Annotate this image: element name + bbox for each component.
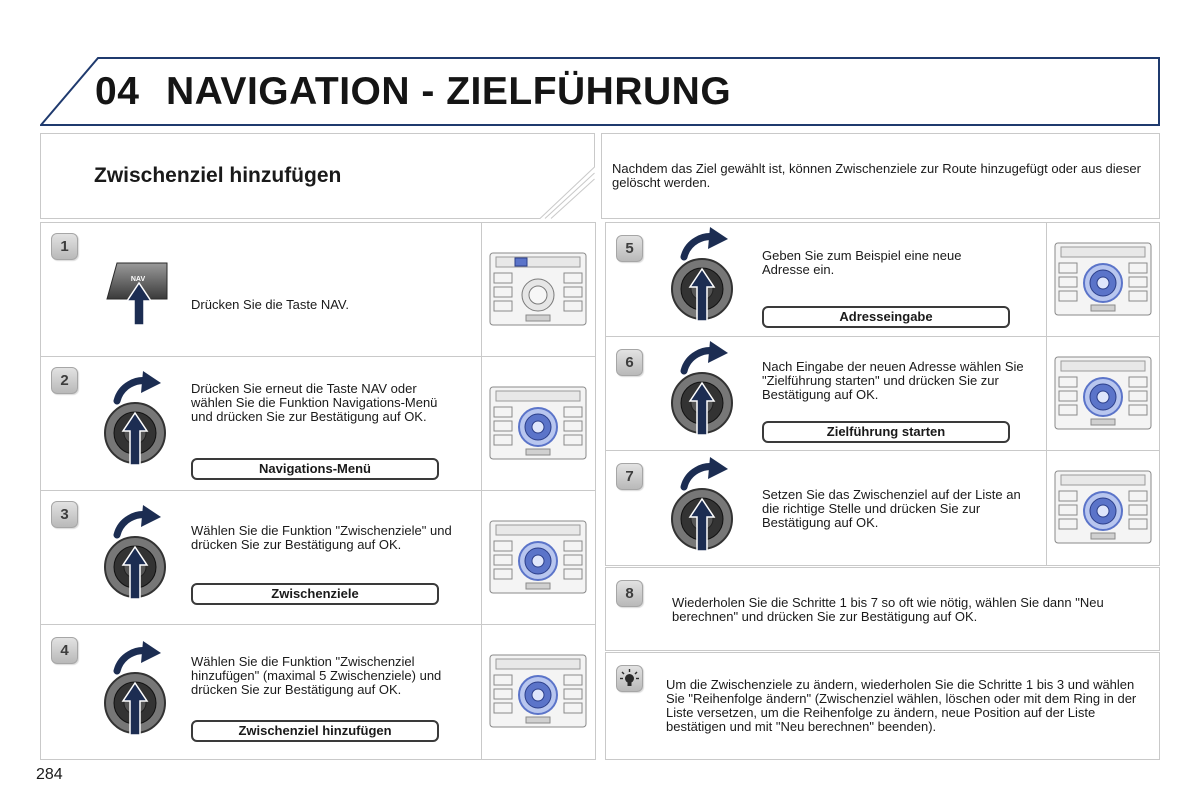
step-instruction: Nach Eingabe der neuen Adresse wählen Sie "Zielführung starten" und drücken Sie zur Bestätigung auf OK. [762,359,1024,402]
chapter-number: 04 [95,70,140,113]
radio-screen-cell [1046,223,1159,336]
step-1 [41,223,595,357]
step-instruction: Wählen Sie die Funktion "Zwischenziel hinzufügen" (maximal 5 Zwischenziele) und drücken Sie zur Bestätigung auf OK. [191,654,442,697]
rotary-knob-icon [670,341,734,441]
step-8 [605,567,1160,651]
radio-screen-cell [1046,337,1159,450]
radio-unit-icon [1053,355,1153,431]
menu-option-zielfuehrung-starten[interactable]: Zielführung starten [762,421,1010,443]
menu-option-navigations-menu[interactable]: Navigations-Menü [191,458,439,480]
step-5 [606,223,1159,337]
radio-unit-icon [488,385,588,461]
step-instruction: Wiederholen Sie die Schritte 1 bis 7 so oft wie nötig, wählen Sie dann "Neu berechnen" und drücken Sie zur Bestätigung auf OK. [672,595,1104,624]
radio-screen-cell [481,357,595,490]
step-instruction: Setzen Sie das Zwischenziel auf der Liste an die richtige Stelle und drücken Sie zur Bestätigung auf OK. [762,487,1021,530]
chapter-title: NAVIGATION - ZIELFÜHRUNG [166,70,732,113]
page-number: 284 [36,766,63,783]
step-number-badge: 5 [616,235,643,262]
steps-left-column [40,222,596,760]
radio-unit-icon [488,653,588,729]
radio-unit-icon [1053,469,1153,545]
step-number-badge: 7 [616,463,643,490]
nav-key-icon [103,259,169,329]
step-number-badge: 6 [616,349,643,376]
radio-screen-cell [481,223,595,356]
rotary-knob-icon [670,457,734,557]
menu-option-zwischenziel-hinzufuegen[interactable]: Zwischenziel hinzufügen [191,720,439,742]
tip-text: Um die Zwischenziele zu ändern, wiederholen Sie die Schritte 1 bis 3 und wählen Sie "Reihenfolge ändern" (Zwischenziel wählen, löschen oder mit dem Ring in der Liste versetzen, um die Reihenfolge zu ändern, neue Position auf der Liste bestätigen und mit "Neu berechnen" beenden). [666,677,1137,734]
radio-screen-cell [481,491,595,624]
step-number-badge: 8 [616,580,643,607]
rotary-knob-icon [103,505,167,605]
radio-unit-icon [488,251,588,327]
light-bulb-icon [617,666,642,691]
radio-unit-icon [488,519,588,595]
step-7 [606,451,1159,565]
nav-key-label: NAV [130,276,146,283]
radio-screen-cell [481,625,595,759]
tip-badge [616,665,643,692]
step-number-badge: 4 [51,637,78,664]
steps-right-column [605,222,1160,566]
step-3 [41,491,595,625]
tip-box [605,652,1160,760]
step-number-badge: 2 [51,367,78,394]
step-number-badge: 1 [51,233,78,260]
step-instruction: Drücken Sie die Taste NAV. [191,297,350,312]
step-instruction: Geben Sie zum Beispiel eine neue Adresse ein. [762,248,962,277]
step-2 [41,357,595,491]
step-number-badge: 3 [51,501,78,528]
rotary-knob-icon [103,641,167,741]
rotary-knob-icon [103,371,167,471]
radio-unit-icon [1053,241,1153,317]
section-title: Zwischenziel hinzufügen [94,164,342,187]
radio-screen-cell [1046,451,1159,565]
step-4 [41,625,595,759]
step-instruction: Wählen Sie die Funktion "Zwischenziele" und drücken Sie zur Bestätigung auf OK. [191,523,452,552]
menu-option-adresseingabe[interactable]: Adresseingabe [762,306,1010,328]
intro-description: Nachdem das Ziel gewählt ist, können Zwischenziele zur Route hinzugefügt oder aus dieser gelöscht werden. [612,161,1141,190]
menu-option-zwischenziele[interactable]: Zwischenziele [191,583,439,605]
step-instruction: Drücken Sie erneut die Taste NAV oder wählen Sie die Funktion Navigations-Menü und drücken Sie zur Bestätigung auf OK. [191,381,438,424]
rotary-knob-icon [670,227,734,327]
step-6 [606,337,1159,451]
